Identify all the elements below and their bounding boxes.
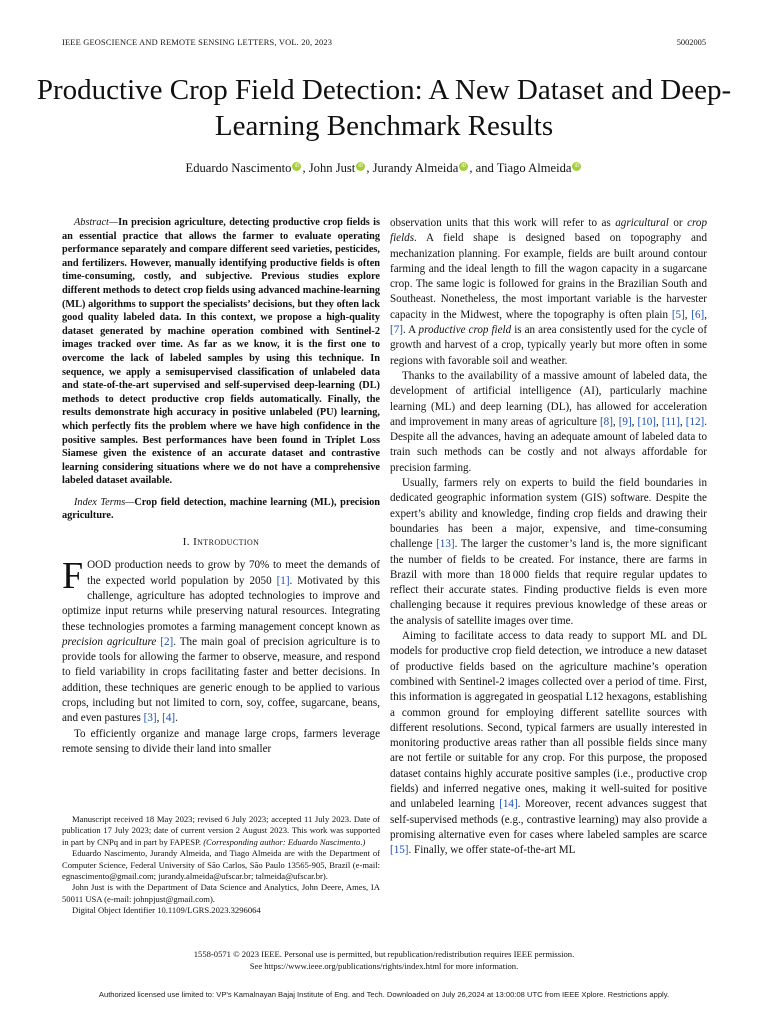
text-run: . Despite all the advances, having an adequate amount of labeled data to train such methods can be costly and not always affordable for precision farming.	[390, 415, 708, 474]
text-run: Aiming to facilitate access to data ready to support ML and DL models for productive crop field detection, we introduce a new dataset of productive fields based on the agriculture machine’s operation combined with Sentinel-2 images collected over a period of time. First, this information is aggregated in geospatial L12 hexagons, establishing a common ground for employing different satellite sources with different resolutions. Second, typical farmers are usually interested in monitoring productive areas rather than all possible fields since many are not fertile or suitable for any crop. For this purpose, the proposed dataset contains highly accurate positive samples (i.e., productive crop fields) and inferred negative ones, making it well-suited for positive and unlabeled learning	[390, 630, 707, 811]
orcid-icon[interactable]: iD	[459, 162, 468, 171]
orcid-icon[interactable]: iD	[572, 162, 581, 171]
text-run: ,	[631, 415, 638, 428]
first-page-footnote	[62, 814, 380, 917]
text-run: . Motivated by this challenge, agriculture has adopted technologies to improve and optimize input returns while preserving natural resources. Integrating these technologies promotes a farming management concept known as	[62, 574, 380, 633]
index-terms	[62, 496, 380, 523]
citation-link[interactable]: [8]	[599, 415, 613, 428]
text-run: . The larger the customer’s land is, the more significant the number of fields to be created. For instance, there are farms in Brazil with more than 18 000 fields that require regular updates to reflect their accurate states. Finding productive fields is even more challenging because it requires previous knowledge of these areas or the analysis of satellite images over time.	[390, 538, 707, 627]
right-column	[390, 216, 707, 858]
text-run: Usually, farmers rely on experts to build the field boundaries in dedicated geographic information system (GIS) software. Despite the expert’s ability and knowledge, finding crop fields and drawing their boundaries has been a major, expensive, and time-consuming challenge	[390, 477, 707, 551]
running-header-journal: IEEE GEOSCIENCE AND REMOTE SENSING LETTERS, VOL. 20, 2023	[62, 38, 333, 47]
text-run-italic: agricultural	[615, 217, 669, 229]
citation-link[interactable]: [14]	[499, 798, 518, 811]
section-heading-introduction	[62, 535, 380, 550]
footnote-affiliation-2: John Just is with the Department of Data Science and Analytics, John Deere, Ames, IA 50011 USA (e-mail: johnpjust@gmail.com).	[62, 882, 380, 904]
citation-link[interactable]: [3]	[143, 712, 157, 725]
text-run: observation units that this work will refer to as	[390, 217, 616, 229]
index-terms-text: Crop field detection, machine learning (ML), precision agriculture.	[62, 496, 380, 522]
citation-link[interactable]: [11]	[661, 415, 680, 428]
author-name: John Just	[308, 161, 356, 175]
running-header-page-id: 5002005	[676, 38, 706, 47]
author-name: Jurandy Almeida	[372, 161, 459, 175]
citation-link[interactable]: [9]	[618, 415, 632, 428]
orcid-icon[interactable]: iD	[292, 162, 301, 171]
text-run: . Finally, we offer state-of-the-art ML	[408, 844, 576, 857]
text-run: . A	[402, 324, 419, 337]
orcid-icon[interactable]: iD	[356, 162, 365, 171]
citation-link[interactable]: [7]	[390, 324, 403, 337]
text-run: is an area consistently used for the cycle of growth and harvest of a crop, typically yearly but more often in some regions with favorable soil and weather.	[390, 324, 708, 367]
right-paragraph-1	[390, 216, 707, 369]
text-run: . Moreover, recent advances suggest that self-supervised methods (e.g., contrastive learning) may also provide a promising alternative even for cases where labeled samples are scarce	[390, 798, 707, 841]
section-title: Introduction	[193, 536, 260, 549]
text-run: . A field shape is designed based on topography and mechanization planning. For example, fields are built around contour farming and the ideal length to fill the wagon capacity in a sugarcane crop. The same logic is followed for grains in the Brazilian South and Southeast. Nonetheless, the most important variable is the harvester capacity in the Midwest, where the topography is often plain	[390, 232, 707, 321]
author-separator: ,	[366, 161, 373, 175]
citation-link[interactable]: [2]	[160, 635, 174, 648]
text-run: ,	[679, 415, 686, 428]
right-paragraph-2	[390, 369, 707, 476]
citation-link[interactable]: [4]	[162, 712, 176, 725]
text-run-italic: crop fields	[390, 217, 707, 245]
abstract-lead: Abstract—	[74, 217, 119, 228]
intro-paragraph-2: To efficiently organize and manage large crops, farmers leverage remote sensing to divide their land into smaller	[62, 727, 380, 755]
index-terms-lead: Index Terms—	[74, 496, 135, 508]
text-run: ,	[612, 415, 619, 428]
intro-paragraph-1	[62, 555, 380, 726]
copyright-notice	[30, 949, 738, 972]
citation-link[interactable]: [15]	[390, 844, 409, 857]
author-separator: ,	[302, 161, 309, 175]
left-column	[62, 216, 380, 757]
drop-cap: F	[62, 555, 84, 598]
author-name: Tiago Almeida	[496, 161, 572, 175]
text-run: OOD production needs to grow by 70% to meet the demands of the expected world population by 2050	[87, 559, 380, 587]
footnote-manuscript	[62, 814, 380, 848]
citation-link[interactable]: [12]	[685, 415, 705, 428]
paper-title: Productive Crop Field Detection: A New Dataset and Deep-Learning Benchmark Results	[36, 74, 732, 142]
rights-link[interactable]: See https://www.ieee.org/publications/rights/index.html for more information.	[249, 960, 519, 971]
citation-link[interactable]: [10]	[637, 415, 656, 428]
text-run: ,	[684, 308, 692, 321]
text-run: ,	[156, 712, 163, 725]
text-run-italic: precision agriculture	[62, 635, 157, 648]
text-run: Thanks to the availability of a massive amount of labeled data, the development of artificial intelligence (AI), particularly machine learning (ML) and deep learning (DL), has allowed for acceleration and improvement in many areas of agriculture	[390, 369, 707, 428]
citation-link[interactable]: [1]	[276, 574, 290, 587]
text-run: .	[175, 712, 178, 725]
author-list	[30, 161, 738, 176]
right-paragraph-4	[390, 629, 707, 858]
abstract-text: In precision agriculture, detecting productive crop fields is an essential practice that allows the farmer to evaluate operating performance separately and compare different seed varieties, pesticides, and fertilizers. However, manually identifying productive fields is often time-consuming, costly, and subjective. Previous studies explore different methods to detect crop fields using advanced machine-learning (ML) algorithms to support the specialists’ decisions, but they often lack good quality labeled data. In this context, we propose a high-quality dataset generated by machine operation combined with Sentinel-2 images tracked over time. As far as we know, it is the first one to overcome the lack of labeled samples by using this technique. In sequence, we apply a semisupervised classification of unlabeled data and state-of-the-art supervised and self-supervised deep-learning (DL) methods to detect productive crop fields automatically. Finally, the results demonstrate high accuracy in positive unlabeled (PU) learning, which perfectly fits the problem where we have high confidence in the positive samples. Best performances have been found in Triplet Loss Siamese given the existence of an accurate dataset and contrastive learning considering situations where we do not have a comprehensive labeled dataset available.	[62, 217, 380, 487]
text-run-italic: (Corresponding author: Eduardo Nascimento.)	[203, 836, 366, 847]
citation-link[interactable]: [5]	[671, 308, 685, 321]
copyright-line: 1558-0571 © 2023 IEEE. Personal use is permitted, but republication/redistribution requires IEEE permission.	[193, 949, 575, 959]
author-name: Eduardo Nascimento	[185, 161, 292, 175]
footnote-affiliation-1: Eduardo Nascimento, Jurandy Almeida, and Tiago Almeida are with the Department of Computer Science, Federal University of São Carlos, São Paulo 13565-905, Brazil (e-mail: egnascimento@gmail.com; jurandy.almeida@ufscar.br; talmeida@ufscar.br).	[62, 848, 380, 882]
download-notice: Authorized licensed use limited to: VP's Kamalnayan Bajaj Institute of Eng. and Tech. Downloaded on July 26,2024 at 13:00:08 UTC from IEEE Xplore. Restrictions apply.	[98, 990, 670, 999]
text-run-italic: productive crop field	[418, 324, 512, 337]
text-run: . The main goal of precision agriculture is to provide tools for allowing the farmer to observe, measure, and respond to field variability in crops facilitating faster and better decisions. In addition, these techniques are generic enough to be applied to various crops, including but not limited to corn, soy, coffee, sugarcane, beans, and even pastures	[62, 635, 380, 725]
abstract	[62, 216, 380, 488]
text-run: ,	[704, 308, 708, 321]
section-number: I.	[182, 536, 194, 549]
right-paragraph-3	[390, 476, 707, 629]
text-run: ,	[656, 415, 662, 428]
footnote-doi: Digital Object Identifier 10.1109/LGRS.2023.3296064	[72, 905, 261, 916]
text-run: Manuscript received 18 May 2023; revised 6 July 2023; accepted 11 July 2023. Date of publication 17 July 2023; date of current version 2 August 2023. This work was supported in part by CNPq and in part by FAPESP.	[62, 814, 380, 847]
citation-link[interactable]: [6]	[691, 308, 705, 321]
text-run: or	[668, 217, 688, 229]
citation-link[interactable]: [13]	[436, 538, 455, 551]
author-separator: , and	[469, 161, 497, 175]
